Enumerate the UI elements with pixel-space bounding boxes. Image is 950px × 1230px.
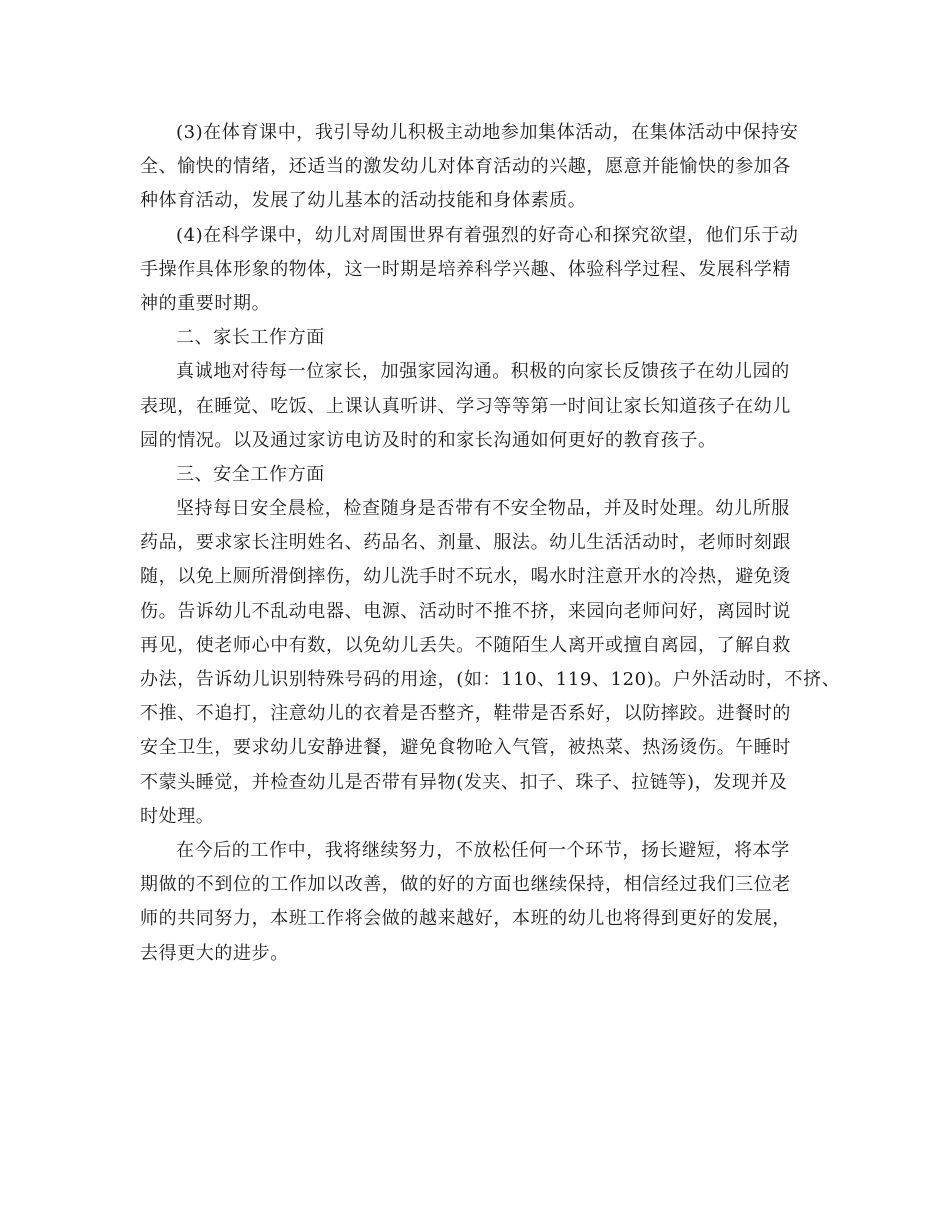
paragraph-line: 表现，在睡觉、吃饭、上课认真听讲、学习等等第一时间让家长知道孩子在幼儿: [140, 395, 791, 417]
paragraph-line: 药品，要求家长注明姓名、药品名、剂量、服法。幼儿生活活动时，老师时刻跟: [140, 532, 791, 554]
paragraph-line: 在今后的工作中，我将继续努力，不放松任何一个环节，扬长避短，将本学: [176, 839, 790, 861]
section-heading: 三、安全工作方面: [176, 463, 325, 485]
paragraph-line: 师的共同努力，本班工作将会做的越来越好，本班的幼儿也将得到更好的发展，: [140, 908, 791, 930]
section-heading: 二、家长工作方面: [176, 327, 325, 349]
paragraph-line: 期做的不到位的工作加以改善，做的好的方面也继续保持，相信经过我们三位老: [140, 874, 791, 896]
paragraph-line: 随，以免上厕所滑倒摔伤，幼儿洗手时不玩水，喝水时注意开水的冷热，避免烫: [140, 566, 791, 588]
paragraph-line: 全、愉快的情绪，还适当的激发幼儿对体育活动的兴趣，愿意并能愉快的参加各: [140, 156, 791, 178]
paragraph-line: 手操作具体形象的物体，这一时期是培养科学兴趣、体验科学过程、发展科学精: [140, 258, 791, 280]
paragraph-line: 去得更大的进步。: [140, 942, 289, 964]
paragraph-line: 安全卫生，要求幼儿安静进餐，避免食物呛入气管，被热菜、热汤烫伤。午睡时: [140, 737, 791, 759]
paragraph-line: (3)在体育课中，我引导幼儿积极主动地参加集体活动，在集体活动中保持安: [176, 122, 799, 143]
paragraph-line: 伤。告诉幼儿不乱动电器、电源、活动时不推不挤，来园向老师问好，离园时说: [140, 600, 791, 622]
paragraph-line: 真诚地对待每一位家长，加强家园沟通。积极的向家长反馈孩子在幼儿园的: [176, 361, 790, 383]
paragraph-line: 园的情况。以及通过家访电访及时的和家长沟通如何更好的教育孩子。: [140, 429, 717, 451]
paragraph-line: 神的重要时期。: [140, 292, 271, 314]
paragraph-line: 再见，使老师心中有数，以免幼儿丢失。不随陌生人离开或擅自离园，了解自救: [140, 634, 791, 656]
paragraph-line: 不蒙头睡觉，并检查幼儿是否带有异物(发夹、扣子、珠子、拉链等)，发现并及: [140, 771, 788, 793]
paragraph-line: 种体育活动，发展了幼儿基本的活动技能和身体素质。: [140, 190, 587, 212]
paragraph-line: 办法，告诉幼儿识别特殊号码的用途，(如：110、119、120)。户外活动时，不挤、: [140, 669, 841, 690]
document-body: [140, 116, 841, 971]
paragraph-line: 坚持每日安全晨检，检查随身是否带有不安全物品，并及时处理。幼儿所服: [176, 498, 790, 520]
paragraph-line: 时处理。: [140, 805, 215, 827]
paragraph-line: 不推、不追打，注意幼儿的衣着是否整齐，鞋带是否系好，以防摔跤。进餐时的: [140, 703, 791, 725]
paragraph-line: (4)在科学课中，幼儿对周围世界有着强烈的好奇心和探究欲望，他们乐于动: [176, 224, 799, 246]
